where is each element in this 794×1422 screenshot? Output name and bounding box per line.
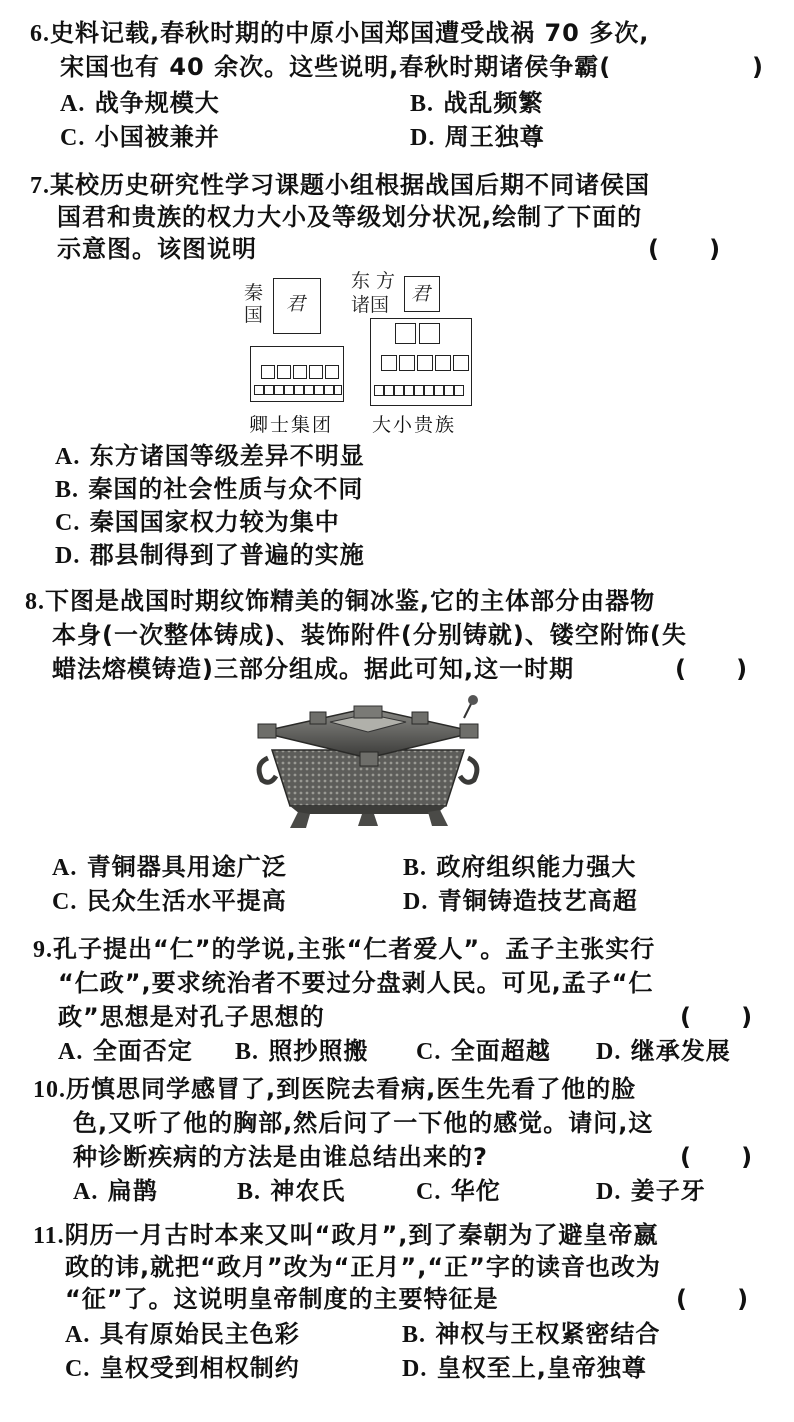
rank-square xyxy=(309,365,323,379)
option-letter: A. xyxy=(52,855,78,881)
question-7-option-c[interactable] xyxy=(55,505,340,540)
option-text: 全面超越 xyxy=(450,1037,551,1065)
rank-square xyxy=(419,323,440,344)
option-text: 东方诸国等级差异不明显 xyxy=(89,442,365,470)
question-7-line-1 xyxy=(30,168,650,203)
question-10-text-1: 历慎思同学感冒了,到医院去看病,医生先看了他的脸 xyxy=(66,1075,637,1103)
question-7-option-d[interactable] xyxy=(55,538,365,573)
rank-square xyxy=(284,385,294,395)
rank-square xyxy=(294,385,304,395)
option-text: 神农氏 xyxy=(270,1177,346,1205)
rank-square xyxy=(414,385,424,396)
option-text: 小国被兼并 xyxy=(94,123,220,151)
question-8-option-b[interactable] xyxy=(403,850,636,885)
east-ruler-box xyxy=(404,276,440,312)
question-6-line-1 xyxy=(30,16,649,51)
question-9-option-a[interactable] xyxy=(58,1034,193,1069)
option-letter: B. xyxy=(235,1039,260,1065)
question-9-option-c[interactable] xyxy=(416,1034,551,1069)
option-letter: D. xyxy=(402,1356,428,1382)
question-8-line-2 xyxy=(52,618,687,652)
rank-square xyxy=(395,323,416,344)
question-7-answer-bracket[interactable]: ( ) xyxy=(648,235,721,263)
option-text: 秦国国家权力较为集中 xyxy=(89,508,340,536)
question-11-option-c[interactable] xyxy=(65,1351,300,1386)
option-letter: B. xyxy=(403,855,428,881)
question-10-option-a[interactable] xyxy=(73,1174,158,1209)
question-6-option-d[interactable] xyxy=(410,120,545,155)
east-label-line-2: 诸国 xyxy=(351,294,390,316)
rank-square xyxy=(453,355,469,371)
option-letter: D. xyxy=(410,125,436,151)
option-letter: D. xyxy=(596,1039,622,1065)
question-7-option-b[interactable] xyxy=(55,472,363,507)
option-text: 战争规模大 xyxy=(94,89,220,117)
option-text: 姜子牙 xyxy=(630,1177,706,1205)
question-7-number: 7. xyxy=(30,173,50,199)
option-text: 皇权受到相权制约 xyxy=(99,1354,300,1382)
caption-nobles: 大小贵族 xyxy=(372,414,457,436)
rank-square xyxy=(277,365,291,379)
option-text: 民众生活水平提高 xyxy=(86,887,287,915)
rank-square xyxy=(374,385,384,396)
question-9-line-2 xyxy=(58,966,654,1000)
option-text: 全面否定 xyxy=(92,1037,193,1065)
question-10-answer-bracket[interactable]: ( ) xyxy=(680,1143,753,1171)
option-letter: A. xyxy=(60,91,86,117)
option-text: 郡县制得到了普遍的实施 xyxy=(89,541,365,569)
question-10-text-2: 色,又听了他的胸部,然后问了一下他的感觉。请问,这 xyxy=(73,1109,654,1137)
question-10-option-c[interactable] xyxy=(416,1174,501,1209)
question-6-text-2: 宋国也有 40 余次。这些说明,春秋时期诸侯争霸( xyxy=(60,53,612,81)
rank-square xyxy=(384,385,394,396)
rank-square xyxy=(404,385,414,396)
qin-ruler-label: 君 xyxy=(286,293,306,315)
rank-square xyxy=(334,385,342,395)
caption-ministers: 卿士集团 xyxy=(249,414,334,436)
option-letter: D. xyxy=(596,1179,622,1205)
option-letter: C. xyxy=(65,1356,91,1382)
option-text: 扁鹊 xyxy=(107,1177,158,1205)
question-8-line-1 xyxy=(25,584,655,619)
rank-square xyxy=(394,385,404,396)
question-10-line-2 xyxy=(73,1106,653,1140)
qin-ministers-box xyxy=(250,346,344,402)
rank-square xyxy=(264,385,274,395)
rank-square xyxy=(399,355,415,371)
qin-ruler-box xyxy=(273,278,321,334)
question-8-line-3 xyxy=(52,652,574,686)
east-label-line-1: 东 方 xyxy=(351,270,396,292)
question-11-text-2: 政的讳,就把“政月”改为“正月”,“正”字的读音也改为 xyxy=(65,1253,661,1281)
option-letter: C. xyxy=(416,1039,442,1065)
option-letter: B. xyxy=(410,91,435,117)
question-10-option-d[interactable] xyxy=(596,1174,706,1209)
question-6-option-c[interactable] xyxy=(60,120,220,155)
rank-square xyxy=(324,385,334,395)
option-text: 照抄照搬 xyxy=(268,1037,369,1065)
question-10-number: 10. xyxy=(33,1077,66,1103)
question-9-line-3 xyxy=(58,1000,325,1034)
rank-square xyxy=(254,385,264,395)
question-8-option-c[interactable] xyxy=(52,884,287,919)
question-7-line-3 xyxy=(57,232,257,266)
option-letter: D. xyxy=(55,543,81,569)
option-letter: A. xyxy=(73,1179,99,1205)
option-letter: B. xyxy=(237,1179,262,1205)
option-letter: C. xyxy=(416,1179,442,1205)
option-text: 周王独尊 xyxy=(444,123,545,151)
option-letter: A. xyxy=(58,1039,84,1065)
option-text: 继承发展 xyxy=(630,1037,731,1065)
question-8-answer-bracket[interactable]: ( ) xyxy=(675,655,748,683)
rank-square xyxy=(274,385,284,395)
option-letter: B. xyxy=(402,1322,427,1348)
question-11-text-3: “征”了。这说明皇帝制度的主要特征是 xyxy=(65,1285,499,1313)
question-9-option-b[interactable] xyxy=(235,1034,368,1069)
question-9-option-d[interactable] xyxy=(596,1034,731,1069)
question-10-option-b[interactable] xyxy=(237,1174,345,1209)
question-9-text-1: 孔子提出“仁”的学说,主张“仁者爱人”。孟子主张实行 xyxy=(53,935,656,963)
option-text: 青铜铸造技艺高超 xyxy=(437,887,638,915)
question-8-number: 8. xyxy=(25,589,45,615)
question-8-text-3: 蜡法熔模铸造)三部分组成。据此可知,这一时期 xyxy=(52,655,575,683)
question-7-text-2: 国君和贵族的权力大小及等级划分状况,绘制了下面的 xyxy=(57,203,643,231)
question-6-number: 6. xyxy=(30,21,50,47)
option-letter: A. xyxy=(55,444,81,470)
question-7-option-a[interactable] xyxy=(55,439,365,474)
east-nobles-box xyxy=(370,318,472,406)
question-9-answer-bracket[interactable]: ( ) xyxy=(680,1003,753,1031)
question-9-line-1 xyxy=(33,932,655,967)
question-6-text-1: 史料记载,春秋时期的中原小国郑国遭受战祸 70 多次, xyxy=(50,19,650,47)
rank-square xyxy=(435,355,451,371)
question-11-text-1: 阴历一月古时本来又叫“政月”,到了秦朝为了避皇帝嬴 xyxy=(64,1221,659,1249)
rank-square xyxy=(314,385,324,395)
bronze-ice-chest-image xyxy=(250,688,486,838)
option-text: 具有原始民主色彩 xyxy=(99,1320,300,1348)
rank-square xyxy=(417,355,433,371)
option-text: 华佗 xyxy=(450,1177,501,1205)
option-letter: A. xyxy=(65,1322,91,1348)
question-8-option-d[interactable] xyxy=(403,884,638,919)
question-7-text-3: 示意图。该图说明 xyxy=(57,235,257,263)
option-letter: C. xyxy=(55,510,81,536)
question-7-text-1: 某校历史研究性学习课题小组根据战国后期不同诸侯国 xyxy=(50,171,650,199)
question-11-answer-bracket[interactable]: ( ) xyxy=(676,1285,749,1313)
rank-square xyxy=(293,365,307,379)
question-10-line-3 xyxy=(73,1140,488,1174)
rank-square xyxy=(261,365,275,379)
option-letter: D. xyxy=(403,889,429,915)
question-6-line-2 xyxy=(60,50,611,84)
question-6-option-a[interactable] xyxy=(60,86,220,121)
option-letter: B. xyxy=(55,477,80,503)
question-11-option-a[interactable] xyxy=(65,1317,300,1352)
question-8-option-a[interactable] xyxy=(52,850,287,885)
rank-square xyxy=(325,365,339,379)
question-6-bracket-close: ) xyxy=(752,53,763,81)
qin-label: 秦 国 xyxy=(244,282,264,326)
question-7-line-2 xyxy=(57,200,642,234)
rank-square xyxy=(381,355,397,371)
question-8-text-2: 本身(一次整体铸成)、装饰附件(分别铸就)、镂空附饰(失 xyxy=(52,621,687,649)
option-text: 战乱频繁 xyxy=(443,89,544,117)
question-9-text-2: “仁政”,要求统治者不要过分盘剥人民。可见,孟子“仁 xyxy=(58,969,654,997)
option-text: 皇权至上,皇帝独尊 xyxy=(436,1354,647,1382)
question-9-text-3: 政”思想是对孔子思想的 xyxy=(58,1003,325,1031)
east-ruler-label: 君 xyxy=(411,283,431,305)
question-6-option-b[interactable] xyxy=(410,86,543,121)
option-text: 政府组织能力强大 xyxy=(436,853,637,881)
option-letter: C. xyxy=(52,889,78,915)
rank-square xyxy=(424,385,434,396)
rank-square xyxy=(434,385,444,396)
question-11-line-2 xyxy=(65,1250,661,1284)
question-11-option-d[interactable] xyxy=(402,1351,647,1386)
question-11-number: 11. xyxy=(33,1223,65,1249)
question-11-line-1 xyxy=(33,1218,658,1253)
rank-square xyxy=(444,385,454,396)
question-10-line-1 xyxy=(33,1072,636,1107)
option-text: 秦国的社会性质与众不同 xyxy=(88,475,364,503)
option-text: 神权与王权紧密结合 xyxy=(435,1320,661,1348)
question-8-text-1: 下图是战国时期纹饰精美的铜冰鉴,它的主体部分由器物 xyxy=(45,587,656,615)
rank-square xyxy=(304,385,314,395)
question-9-number: 9. xyxy=(33,937,53,963)
rank-square xyxy=(454,385,464,396)
question-11-line-3 xyxy=(65,1282,499,1316)
option-text: 青铜器具用途广泛 xyxy=(86,853,287,881)
question-10-text-3: 种诊断疾病的方法是由谁总结出来的? xyxy=(73,1143,488,1171)
option-letter: C. xyxy=(60,125,86,151)
question-11-option-b[interactable] xyxy=(402,1317,660,1352)
